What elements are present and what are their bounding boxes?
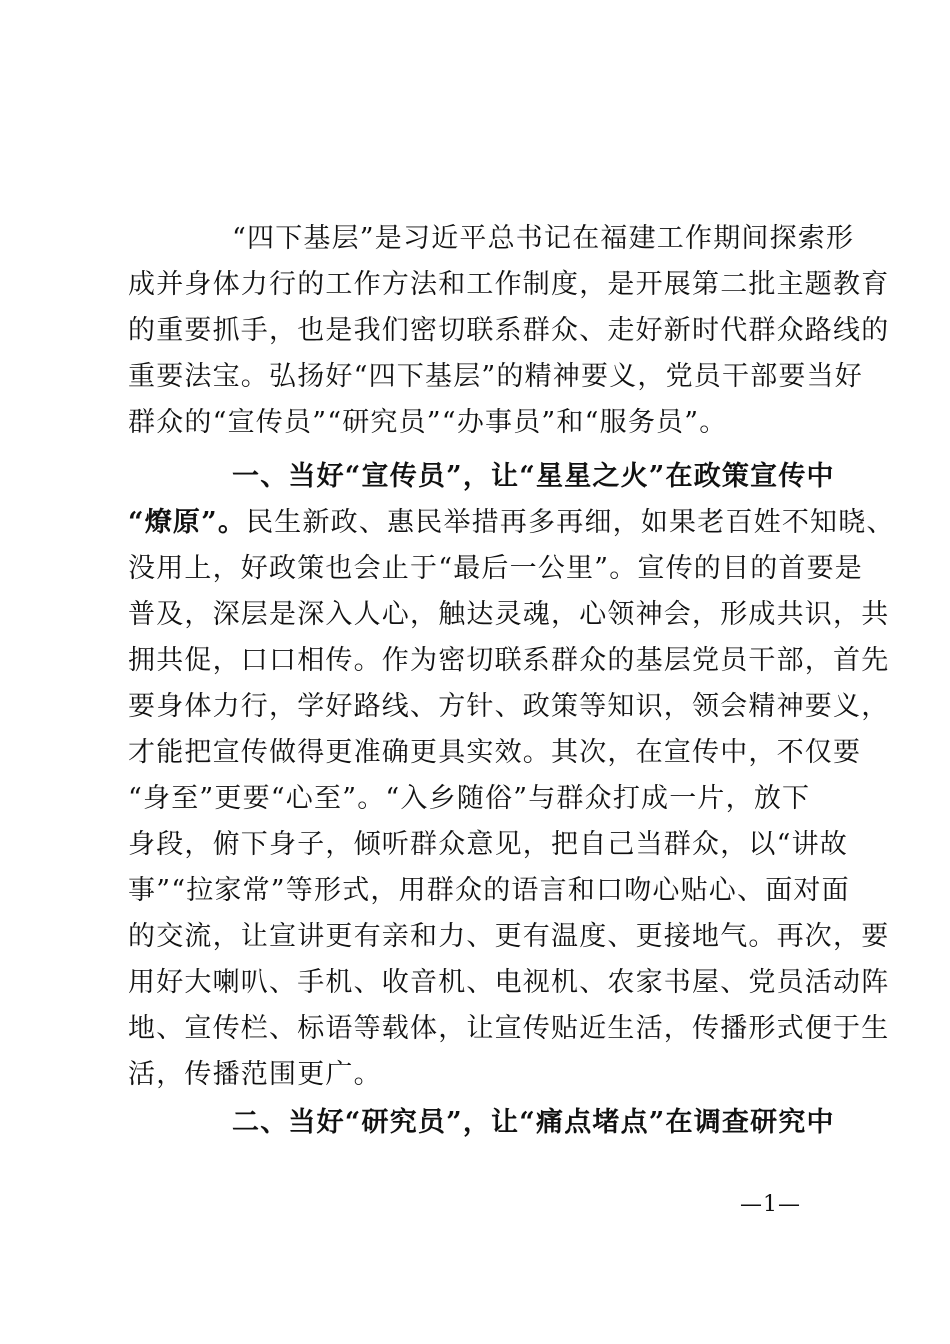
text-line: 活，传播范围更广。 — [128, 1059, 382, 1090]
text-line: 事”“拉家常”等形式，用群众的语言和口吻心贴心、面对面 — [128, 875, 850, 906]
text-line: 成并身体力行的工作方法和工作制度，是开展第二批主题教育 — [128, 269, 890, 300]
text-line: 的交流，让宣讲更有亲和力、更有温度、更接地气。再次，要 — [128, 921, 890, 952]
intro-paragraph — [128, 216, 890, 446]
text-line: 要身体力行，学好路线、方针、政策等知识，领会精神要义， — [128, 691, 890, 722]
text-line: 身段，俯下身子，倾听群众意见，把自己当群众，以“讲故 — [128, 829, 849, 860]
section-2-heading: 二、当好“研究员”，让“痛点堵点”在调查研究中 — [232, 1107, 835, 1138]
text-line: 才能把宣传做得更准确更具实效。其次，在宣传中，不仅要 — [128, 737, 862, 768]
text-line: 没用上，好政策也会止于“最后一公里”。宣传的目的首要是 — [128, 553, 864, 584]
text-line: “四下基层”是习近平总书记在福建工作期间探索形 — [232, 223, 855, 254]
section-1-heading: 一、当好“宣传员”，让“星星之火”在政策宣传中 — [232, 461, 835, 492]
text-line: 重要法宝。弘扬好“四下基层”的精神要义，党员干部要当好 — [128, 361, 864, 392]
page-number: —1— — [740, 1192, 801, 1217]
text-line: 普及，深层是深入人心，触达灵魂，心领神会，形成共识，共 — [128, 599, 890, 630]
text-segment: 民生新政、惠民举措再多再细，如果老百姓不知晓、 — [246, 507, 895, 538]
section-2 — [128, 1100, 834, 1146]
text-line: 地、宣传栏、标语等载体，让宣传贴近生活，传播形式便于生 — [128, 1013, 890, 1044]
text-line: 的重要抓手，也是我们密切联系群众、走好新时代群众路线的 — [128, 315, 890, 346]
text-line — [128, 500, 895, 546]
text-line: “身至”更要“心至”。“入乡随俗”与群众打成一片，放下 — [128, 783, 811, 814]
section-1 — [128, 454, 895, 1098]
text-line: 拥共促，口口相传。作为密切联系群众的基层党员干部，首先 — [128, 645, 890, 676]
text-line: 用好大喇叭、手机、收音机、电视机、农家书屋、党员活动阵 — [128, 967, 890, 998]
text-line: 群众的“宣传员”“研究员”“办事员”和“服务员”。 — [128, 407, 728, 438]
section-1-heading-end: “燎原”。 — [128, 507, 247, 538]
